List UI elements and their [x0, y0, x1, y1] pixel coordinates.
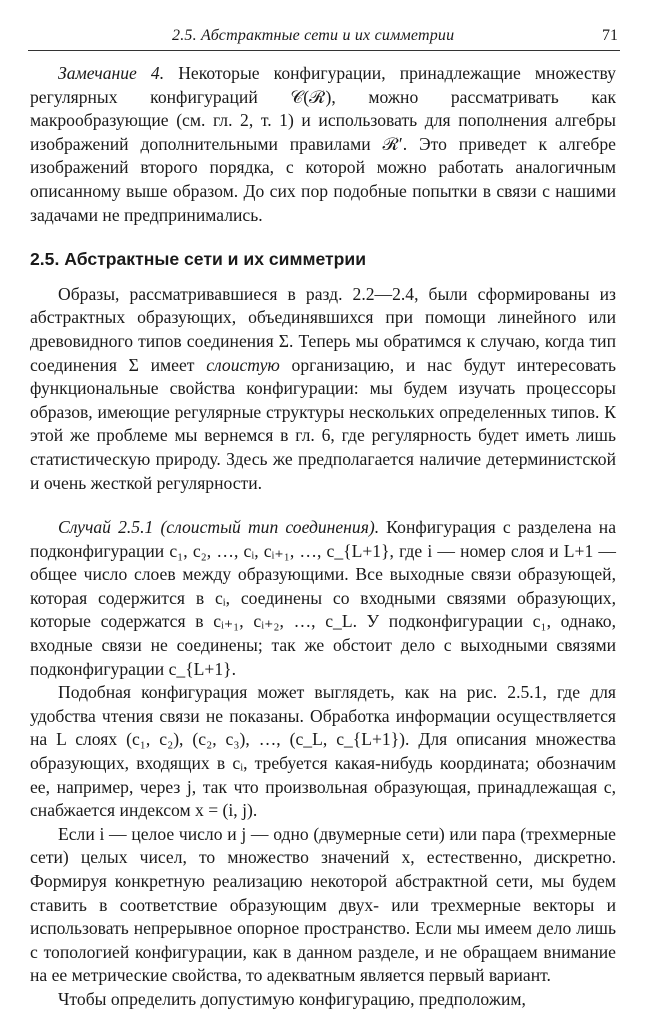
intro-text-end: организацию, и нас будут интересовать функциональные свойства конфигурации: мы будем изучать процессоры образов, имеющие регулярные структуры нескольких определенных типов. К этой же проблеме мы вернемся в гл. 6, где регулярность будет иметь лишь статистическую природу. Здесь же предполагается наличие детерминистской и очень жесткой регулярности. [30, 354, 616, 493]
running-header-title: 2.5. Абстрактные сети и их симметрии [172, 27, 455, 44]
remark-paragraph [30, 62, 616, 227]
page-number: 71 [602, 27, 618, 44]
body-paragraph: Чтобы определить допустимую конфигурацию, предположим, [58, 988, 526, 1009]
remark-text: Некоторые конфигурации, принадлежащие множеству регулярных конфигураций 𝒞(ℛ), можно рассматривать как макрообразующие (см. гл. 2, т. 1) и использовать для пополнения алгебры изображений дополнительными правилами ℛ′. Это приведет к алгебре изображений второго порядка, с которой можно работать аналогичным описанному выше образом. До сих пор подобные попытки в связи с нашими задачами не предпринимались. [30, 63, 616, 225]
body-paragraph: Если i — целое число и j — одно (двумерные сети) или пара (трехмерные сети) целых чисел, то множество значений x, естественно, дискретно. Формируя конкретную реализацию некоторой абстрактной сети, мы будем ставить в соответствие образующим двух- или трехмерные векторы и использовать непрерывное опорное пространство. Если мы имеем дело лишь с топологией конфигурации, как в данном разделе, и не обращаем внимание на ее метрические свойства, то адекватным является первый вариант. [30, 823, 616, 986]
section-intro-paragraph [30, 283, 616, 495]
page-body [30, 62, 616, 1012]
case-text: Конфигурация c разделена на подконфигурации c₁, c₂, …, cᵢ, cᵢ₊₁, …, c_{L+1}, где i — номер слоя и L+1 — общее число слоев между образующими. Все выходные связи образующей, которая содержится в cᵢ, соединены со входными связями образующих, которые содержатся в cᵢ₊₁, cᵢ₊₂, …, c_L. У подконфигурации c₁, однако, входные связи не соединены; так же обстоит дело с выходными связями подконфигурации c_{L+1}. [30, 517, 616, 679]
case-label: Случай 2.5.1 (слоистый тип соединения). [58, 517, 380, 538]
section-heading: 2.5. Абстрактные сети и их симметрии [30, 249, 367, 270]
intro-emphasis: слоистую [206, 354, 280, 375]
case-paragraph [30, 516, 616, 681]
remark-label: Замечание 4. [58, 63, 165, 83]
intro-text-start: Образы, рассматривавшиеся в разд. 2.2—2.4, были сформированы из абстрактных образующих, объединявшихся при помощи линейного или древовидного типов соединения Σ. Теперь мы обратимся к случаю, когда тип соединения Σ имеет [30, 283, 616, 375]
body-paragraph: Подобная конфигурация может выглядеть, как на рис. 2.5.1, где для удобства чтения связи не показаны. Обработка информации осуществляется на L слоях (c₁, c₂), (c₂, c₃), …, (c_L, c_{L+1}). Для описания множества образующих, входящих в cᵢ, требуется какая-нибудь координата; обозначим ее, например, через j, так что произвольная образующая, принадлежащая c, снабжается индексом x = (i, j). [30, 682, 616, 821]
running-header [28, 24, 620, 51]
